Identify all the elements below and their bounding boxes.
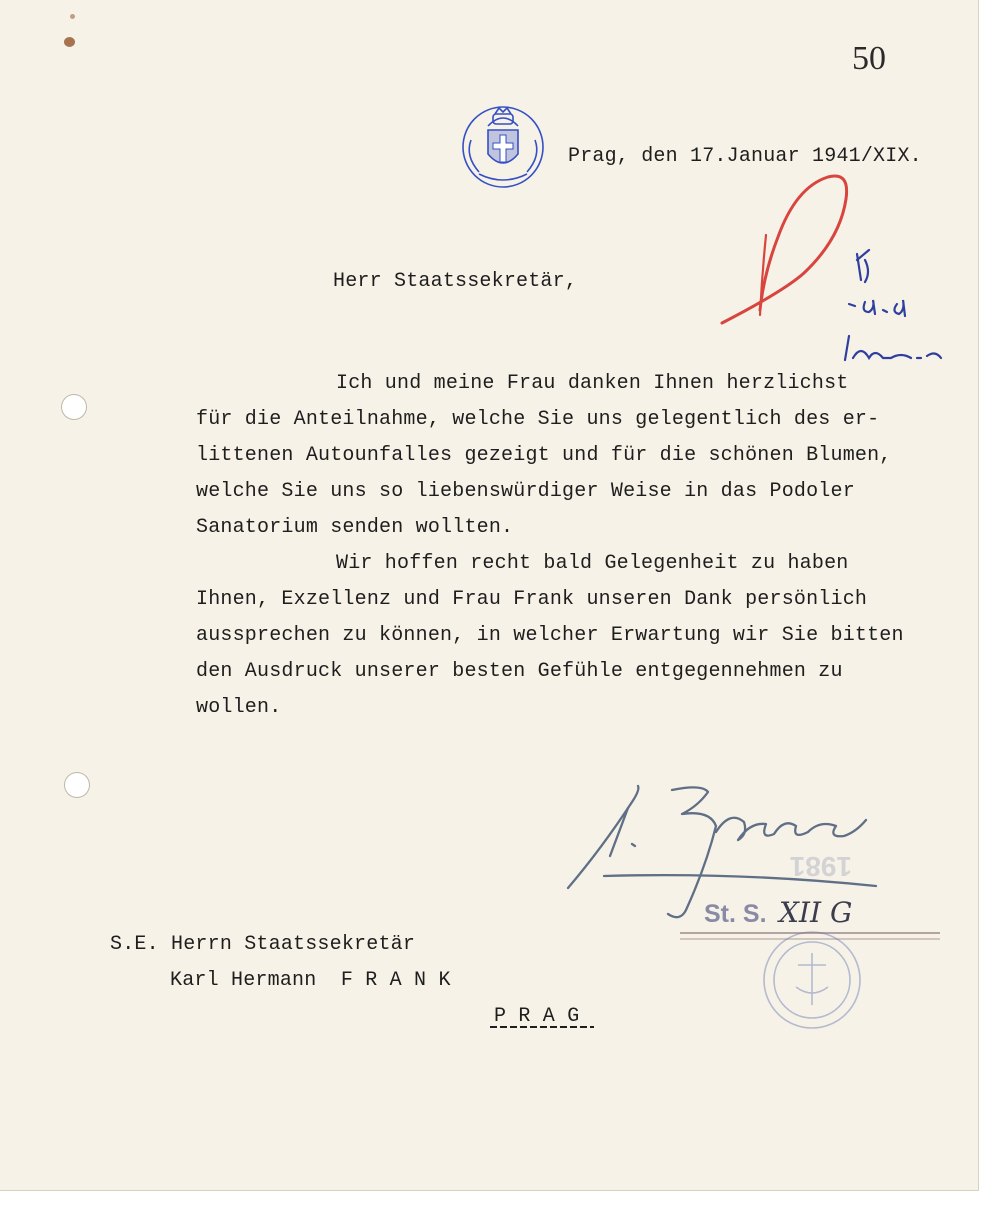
body-line: Sanatorium senden wollten. — [196, 516, 514, 539]
date-line: Prag, den 17.Januar 1941/XIX. — [568, 145, 922, 168]
address-line: Karl Hermann F R A N K — [170, 969, 451, 992]
svg-text:1981: 1981 — [789, 851, 852, 882]
body-line: welche Sie uns so liebenswürdiger Weise in das Podoler — [196, 480, 855, 503]
blue-pencil-notes — [835, 240, 955, 380]
city-underline — [488, 1023, 598, 1031]
crest-icon — [455, 100, 551, 192]
registry-stamp-icon — [700, 835, 930, 1035]
body-line: den Ausdruck unserer besten Gefühle entgegennehmen zu — [196, 660, 843, 683]
body-line: Ich und meine Frau danken Ihnen herzlichst — [336, 372, 849, 395]
rust-stain — [70, 14, 75, 19]
salutation: Herr Staatssekretär, — [333, 270, 578, 293]
punch-hole — [64, 772, 90, 798]
address-line: S.E. Herrn Staatssekretär — [110, 933, 416, 956]
body-line: Ihnen, Exzellenz und Frau Frank unseren Dank persönlich — [196, 588, 868, 611]
address-city: P R A G — [494, 1005, 580, 1028]
stamp-label: St. S. — [704, 900, 767, 928]
body-line: littenen Autounfalles gezeigt und für die schönen Blumen, — [196, 444, 892, 467]
rust-stain — [64, 37, 75, 47]
body-line: aussprechen zu können, in welcher Erwartung wir Sie bitten — [196, 624, 904, 647]
stamp-handwritten-note: XII G — [779, 896, 853, 929]
body-line: Wir hoffen recht bald Gelegenheit zu haben — [336, 552, 849, 575]
body-line: wollen. — [196, 696, 282, 719]
punch-hole — [61, 394, 87, 420]
body-line: für die Anteilnahme, welche Sie uns gelegentlich des er- — [196, 408, 880, 431]
page-number: 50 — [852, 40, 886, 77]
